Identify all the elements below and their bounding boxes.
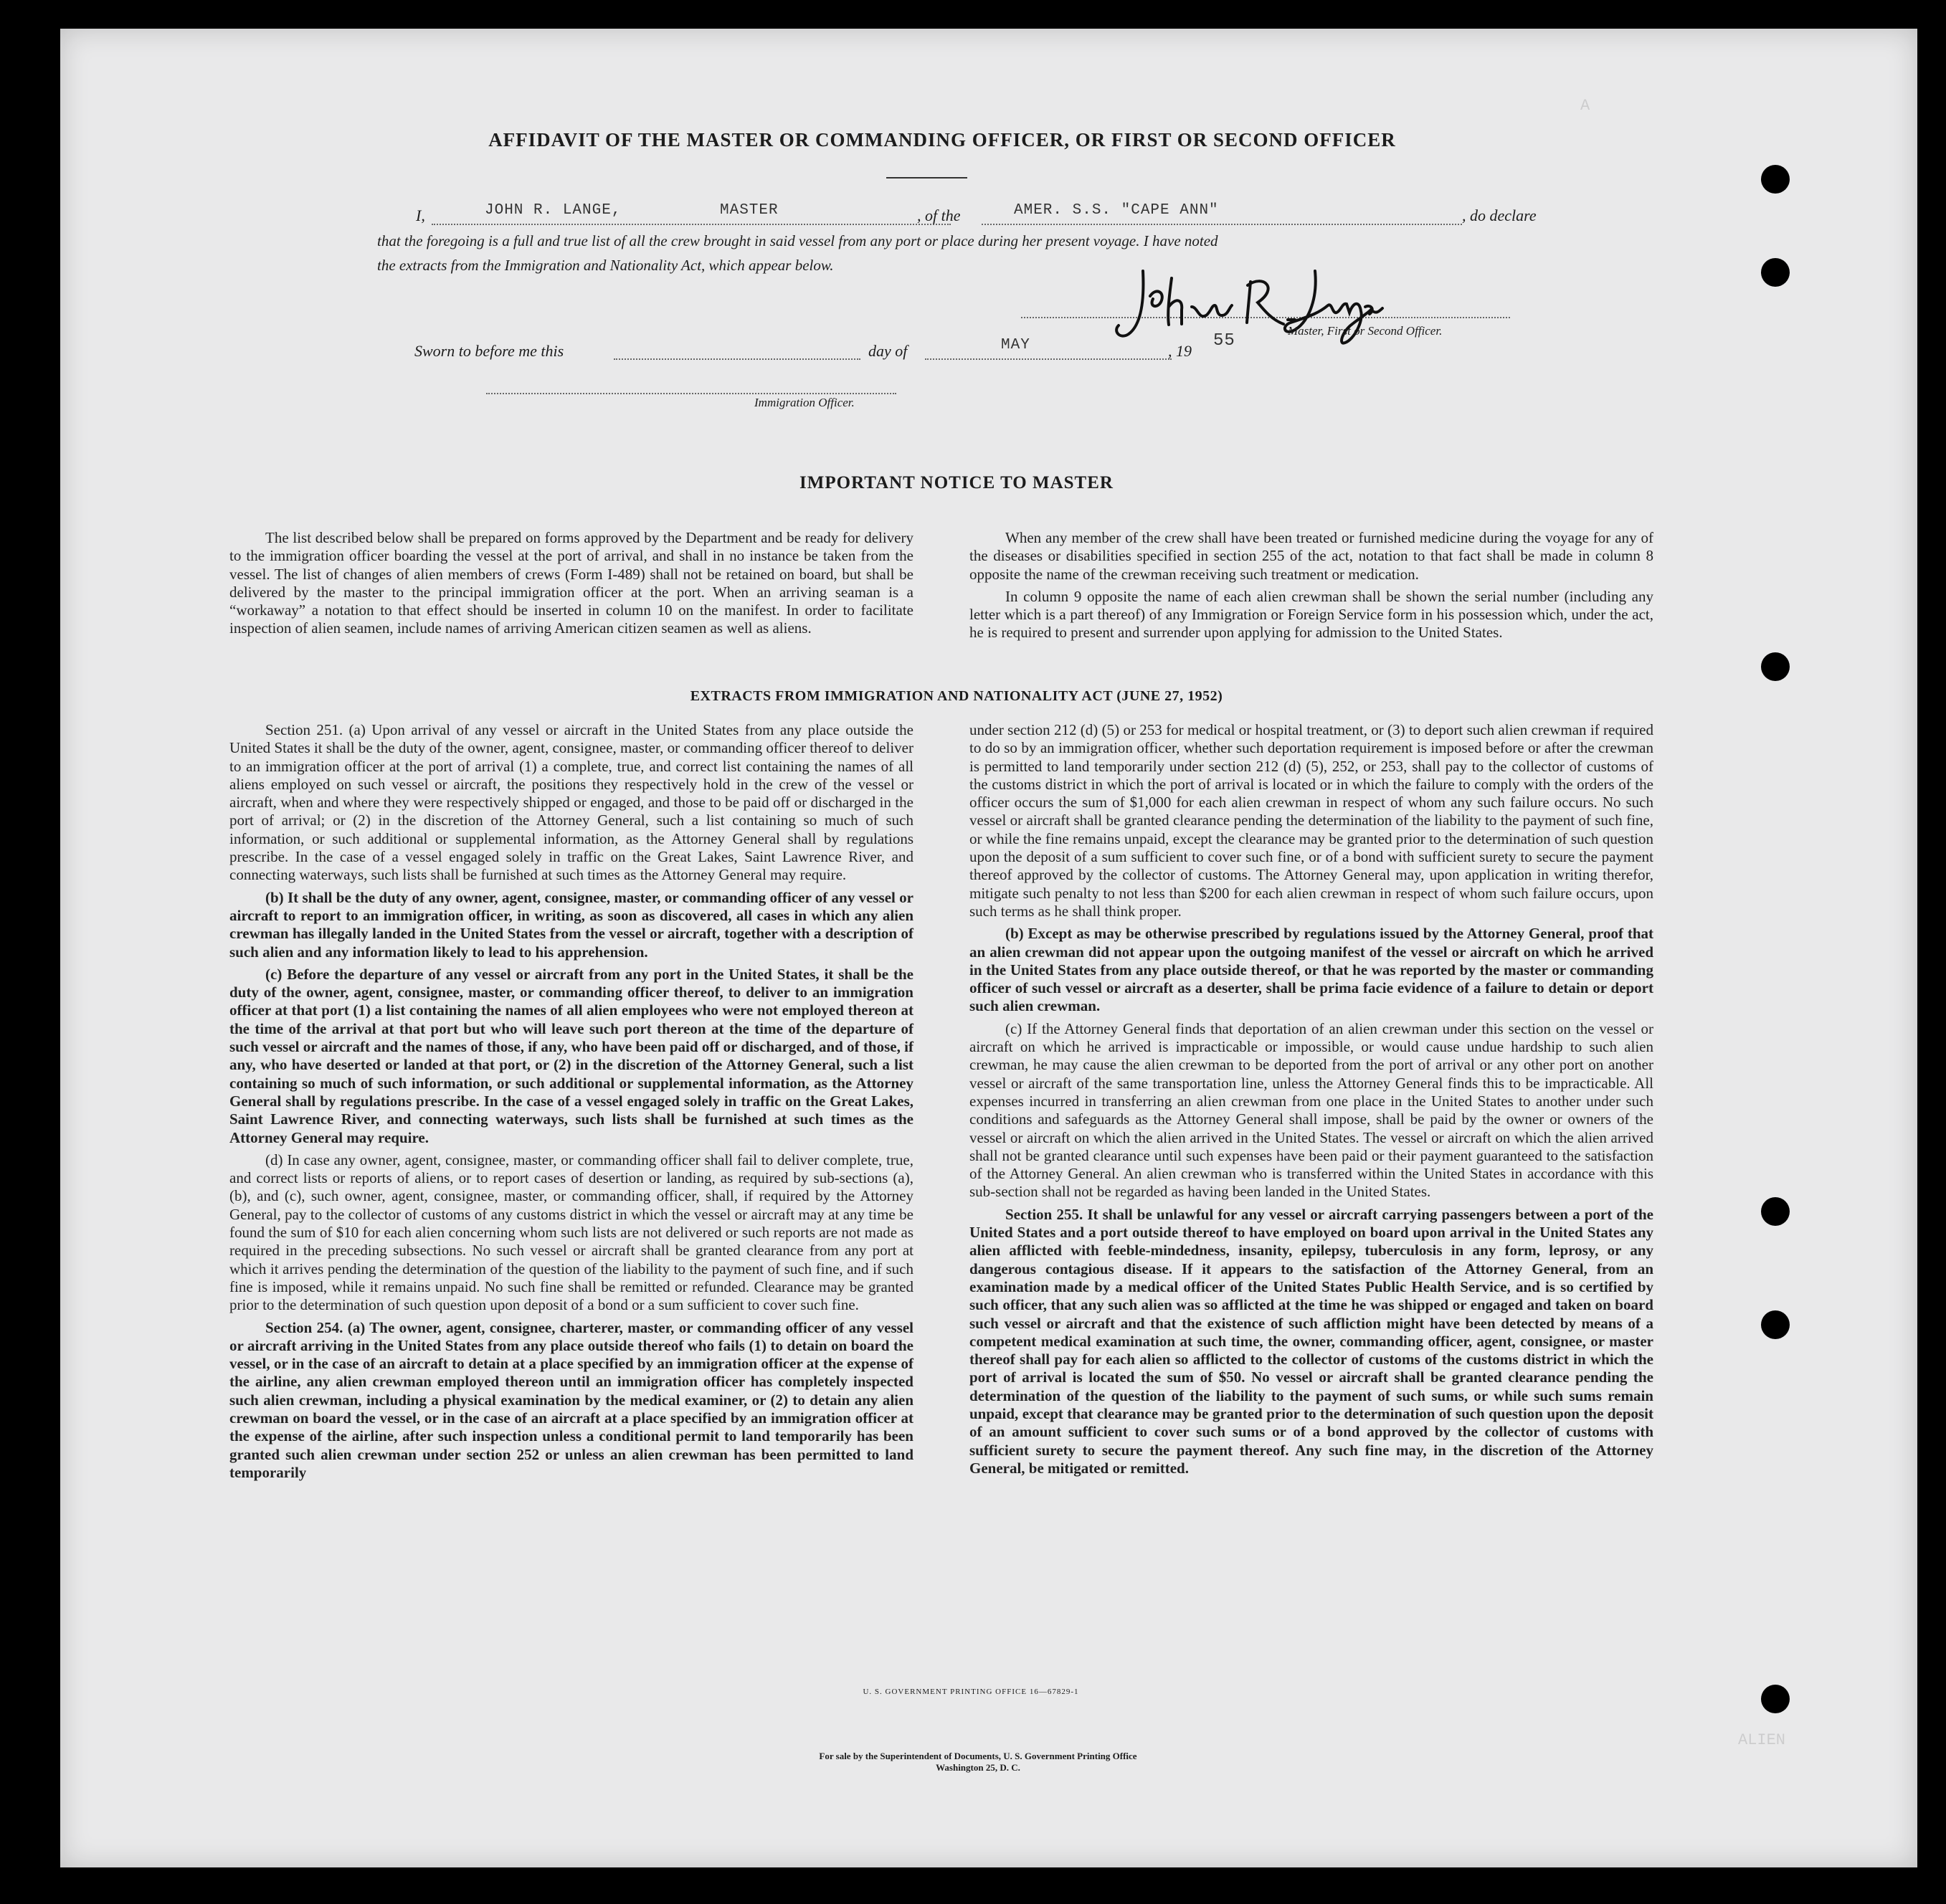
section-251a: Section 251. (a) Upon arrival of any vessel or aircraft in the United States from any place outside the United States it shall be the duty of the owner, agent, consignee, master, or commanding officer thereof to deliver to an immigration officer at the port of arrival (1) a complete, true, and correct list containing the names of all aliens employed on such vessel or aircraft, the positions they respectively hold in the crew of the vessel or aircraft, when and where they were respectively shipped or engaged, and those to be paid off or discharged in the port of arrival; or (2) in the discretion of the Attorney General, such a list containing so much of such information, or such additional or supplemental information, as the Attorney General shall by regulations prescribe. In the case of a vessel engaged solely in traffic on the Great Lakes, Saint Lawrence River, and connecting waterways, such lists shall be furnished at such times as the Attorney General may require. <box>229 721 913 884</box>
crew-master-rank: MASTER <box>720 202 779 219</box>
punch-hole <box>1761 1685 1790 1713</box>
notice-title: IMPORTANT NOTICE TO MASTER <box>799 473 1114 492</box>
do-declare-label: , do declare <box>1462 206 1537 224</box>
title-rule <box>886 177 967 178</box>
immigration-officer-line <box>486 393 896 394</box>
crew-master-name: JOHN R. LANGE, <box>485 202 622 219</box>
punch-hole <box>1761 258 1790 287</box>
printer-line: U. S. GOVERNMENT PRINTING OFFICE 16—67829-1 <box>863 1688 1079 1696</box>
section-254a-continued: under section 212 (d) (5) or 253 for medical or hospital treatment, or (3) to deport such alien crewman if required to do so by an immigration officer, whether such deportation requirement is imposed before or after the crewman is permitted to land temporarily under section 212 (d) (5), 252, or 253, shall pay to the collector of customs of the customs district in which the port of arrival is located or in which the failure to comply with the orders of the officer occurs the sum of $1,000 for each alien crewman in respect of whom any such failure occurs. No such vessel or aircraft shall be granted clearance pending the determination of the liability to the payment of such fine, or while the fine remains unpaid, except the clearance may be granted prior to the determination of such question upon the deposit of a sum sufficient to cover such fine, or of a bond with sufficient surety to secure the payment thereof approved by the collector of customs. The Attorney General may, upon application in writing therefor, mitigate such penalty to not less than $200 for each alien crewman in respect of whom such failure occurs, upon such terms as he shall think proper. <box>969 721 1653 920</box>
sale-footer-line-1: For sale by the Superintendent of Documents, U. S. Government Printing Office <box>819 1751 1137 1761</box>
sworn-day-line <box>614 358 860 360</box>
sworn-year: 55 <box>1213 331 1235 351</box>
declaration-line-2: that the foregoing is a full and true list of all the crew brought in said vessel from any port or place during her present voyage. I have noted <box>377 232 1218 249</box>
section-254b: (b) Except as may be otherwise prescribed by regulations issued by the Attorney General, proof that an alien crewman did not appear upon the outgoing manifest of the vessel or aircraft on which he arrived in the United States from any place outside thereof, or that he was reported by the master or commanding officer of such vessel or aircraft as a deserter, shall be prima facie evidence of a failure to detain or deport such alien crewman. <box>969 925 1653 1015</box>
section-251c: (c) Before the departure of any vessel or aircraft from any port in the United States, it shall be the duty of the owner, agent, consignee, master, or commanding officer thereof, to deliver to an immigration officer at that port (1) a list containing the names of all alien employees who were not employed thereon at the time of the arrival at that port but who will leave such port thereon at the time of the departure of such vessel or aircraft and the names of those, if any, who have been paid off or discharged, and of those, if any, who have deserted or landed at that port, or (2) in the discretion of the Attorney General, such a list containing so much of such information, or such additional or supplemental information, as the Attorney General shall by regulations prescribe. In the case of a vessel engaged solely in traffic on the Great Lakes, Saint Lawrence River, and connecting waterways, such lists shall be furnished at such times as the Attorney General may require. <box>229 965 913 1146</box>
section-254c: (c) If the Attorney General finds that deportation of an alien crewman under this section on the vessel or aircraft on which he arrived is impracticable or impossible, or would cause undue hardship to such alien crewman, he may cause the alien crewman to be deported from the port of arrival or any other port on another vessel or aircraft of the same transportation line, unless the Attorney General finds this to be impracticable. All expenses incurred in transferring an alien crewman from one place in the United States to another under such conditions and safeguards as the Attorney General shall impose, shall be paid by the owner or owners of the vessel or aircraft on which the alien arrived in the United States. The vessel or aircraft on which the alien arrived shall not be granted clearance until such expenses have been paid or their payment guaranteed to the satisfaction of the Attorney General. An alien crewman who is transferred within the United States in accordance with this sub-section shall not be regarded as having been landed in the United States. <box>969 1019 1653 1201</box>
punch-hole <box>1761 1197 1790 1226</box>
section-255: Section 255. It shall be unlawful for any vessel or aircraft carrying passengers between a port of the United States and a port outside thereof to have employed on board upon arrival in the United States any alien afflicted with feeble-mindedness, insanity, epilepsy, tuberculosis in any form, leprosy, or any dangerous contagious disease. If it appears to the satisfaction of the Attorney General, from an examination made by a medical officer of the United States Public Health Service, and is so certified by such officer, that any such alien was so afflicted at the time he was shipped or engaged and taken on board such vessel or aircraft and that the existence of such affliction might have been detected by means of a competent medical examination at such time, the owner, commanding officer, agent, consignee, or master thereof shall pay for each alien so afflicted to the collector of customs of the customs district in which the port of arrival is located the sum of $50. No vessel or aircraft shall be granted clearance pending the determination of the question of the liability to the payment of such sums, or while such sums remain unpaid, except that clearance may be granted prior to the determination of such question upon the deposit of an amount sufficient to cover such sums or of a bond approved by the collector of customs with sufficient surety to secure the payment thereof. Any such fine may, in the discretion of the Attorney General, be mitigated or remitted. <box>969 1205 1653 1477</box>
extracts-title: EXTRACTS FROM IMMIGRATION AND NATIONALITY ACT (JUNE 27, 1952) <box>690 688 1223 704</box>
sale-footer-line-2: Washington 25, D. C. <box>936 1762 1020 1773</box>
vessel-name: AMER. S.S. "CAPE ANN" <box>1014 202 1219 219</box>
of-the-label: , of the <box>917 206 961 224</box>
declaration-line-3: the extracts from the Immigration and Nationality Act, which appear below. <box>377 257 834 274</box>
notice-left-paragraph: The list described below shall be prepared on forms approved by the Department and be ready for delivery to the immigration officer boarding the vessel at the port of arrival, and shall in no instance be taken from the vessel. The list of changes of alien members of crews (Form I-489) shall not be retained on board, but shall be delivered by the master to the principal immigration officer at the port. When an arriving seaman is a “workaway” a notation to that effect should be inserted in column 10 on the manifest. In order to facilitate inspection of alien seamen, include names of arriving American citizen seamen as well as aliens. <box>229 529 913 637</box>
form-title: AFFIDAVIT OF THE MASTER OR COMMANDING OFFICER, OR FIRST OR SECOND OFFICER <box>488 129 1396 151</box>
notice-right-column <box>969 529 1653 647</box>
section-254a: Section 254. (a) The owner, agent, consignee, charterer, master, or commanding officer of any vessel or aircraft arriving in the United States from any place outside thereof who fails (1) to detain on board the vessel, or in the case of an aircraft to detain at a place specified by an immigration officer at the expense of the airline, any alien crewman employed thereon until an immigration officer has completely inspected such alien crewman, including a physical examination by the medical examiner, or (2) to detain any alien crewman on board the vessel, or in the case of an aircraft at a place specified by an immigration officer at the expense of the airline, after such inspection unless a conditional permit to land temporarily has been granted such alien crewman under section 252 or unless an alien crewman has been permitted to land temporarily <box>229 1318 913 1481</box>
year-prefix: , 19 <box>1168 342 1192 360</box>
notice-right-paragraph-2: In column 9 opposite the name of each alien crewman shall be shown the serial number (including any letter which is a part thereof) of any Immigration or Foreign Service form in his possession which, under the act, he is required to present and surrender upon applying for admission to the United States. <box>969 587 1653 642</box>
signature-caption: Master, First or Second Officer. <box>1288 324 1443 338</box>
sworn-month: MAY <box>1001 337 1030 353</box>
section-251b: (b) It shall be the duty of any owner, agent, consignee, master, or commanding officer of any vessel or aircraft to report to an immigration officer, in writing, as soon as discovered, all cases in which any alien crewman has illegally landed in the United States from the vessel or aircraft, together with a description of such alien and any information likely to lead to his apprehension. <box>229 888 913 961</box>
extracts-right-column <box>969 721 1653 1482</box>
sworn-month-line <box>925 358 1172 360</box>
notice-left-column <box>229 529 913 642</box>
punch-hole <box>1761 165 1790 194</box>
punch-hole <box>1761 652 1790 681</box>
vessel-line <box>982 224 1462 225</box>
notice-right-paragraph-1: When any member of the crew shall have been treated or furnished medicine during the voyage for any of the diseases or disabilities specified in section 255 of the act, notation to that fact shall be made in column 8 opposite the name of the crewman receiving such treatment or medication. <box>969 529 1653 583</box>
i-label: I, <box>416 206 425 224</box>
immigration-officer-caption: Immigration Officer. <box>754 396 855 409</box>
name-line <box>432 224 951 225</box>
section-251d: (d) In case any owner, agent, consignee, master, or commanding officer shall fail to deliver complete, true, and correct lists or reports of aliens, or to report cases of desertion or landing, as required by sub-sections (a), (b), and (c), such owner, agent, consignee, master, or commanding officer, shall, if required by the Attorney General, pay to the collector of customs of any customs district in which the vessel or aircraft may at any time be found the sum of $10 for each alien concerning whom such lists are not delivered or such reports are not made as required in the preceding subsections. No such vessel or aircraft shall be granted clearance from any port at which it arrives pending the determination of the question of the liability to the payment of such fine, and if such fine is imposed, while it remains unpaid. No such fine shall be remitted or refunded. Clearance may be granted prior to the determination of such question upon deposit of a bond or a sum sufficient to cover such fine. <box>229 1151 913 1314</box>
extracts-left-column <box>229 721 913 1486</box>
punch-hole <box>1761 1310 1790 1339</box>
day-of-label: day of <box>868 342 908 360</box>
document-page: A ALIEN AFFIDAVIT OF THE MASTER OR COMMANDING OFFICER, OR FIRST OR SECOND OFFICER I, JOHN R. LANGE, MASTER , of the AMER. S.S. "CAPE ANN" , do declare that the foregoing is a full and true list of all the crew brought in said vessel from any port or place during her present voyage. I have noted the extracts from the Immigration and Nationality Act, which appear below. Master, First or Second Officer. Sworn to before me this day of MAY , 19 55 Immigration Officer. IMPORTANT NOTICE TO MASTER The list described below shall be prepared on forms approved by the Department and be ready for delivery to the immigration officer boarding the vessel at the port of arrival, and shall in no instance be taken from the vessel. The list of changes of alien members of crews (Form I-489) shall not be retained on board, but shall be delivered by the master to the principal immigration officer at the port. When an arriving seaman is a “workaway” a notation to that effect should be inserted in column 10 on the manifest. In order to facilitate inspection of alien seamen, include names of arriving American citizen seamen as well as aliens. When any member of the crew shall have been treated or furnished medicine during the voyage for any of the diseases or disabilities specified in section 255 of the act, notation to that fact shall be made in column 8 opposite the name of the crewman receiving such treatment or medication. In column 9 opposite the name of each alien crewman shall be shown the serial number (including any letter which is a part thereof) of any Immigration or Foreign Service form in his possession which, under the act, he is required to present and surrender upon applying for admission to the United States. EXTRACTS FROM IMMIGRATION AND NATIONALITY ACT (JUNE 27, 1952) Section 251. (a) Upon arrival of any vessel or aircraft in the United States from any place outside the United States it shall be the duty of the owner, agent, consignee, master, or commanding officer thereof to deliver to an immigration officer at the port of arrival (1) a complete, true, and correct list containing the names of all aliens employed on such vessel or aircraft, the positions they respectively hold in the crew of the vessel or aircraft, when and where they were respectively shipped or engaged, and those to be paid off or discharged in the port of arrival; or (2) in the discretion of the Attorney General, such a list containing so much of such information, or such additional or supplemental information, as the Attorney General shall by regulations prescribe. In the case of a vessel engaged solely in traffic on the Great Lakes, Saint Lawrence River, and connecting waterways, such lists shall be furnished at such times as the Attorney General may require. (b) It shall be the duty of any owner, agent, consignee, master, or commanding officer of any vessel or aircraft to report to an immigration officer, in writing, as soon as discovered, all cases in which any alien crewman has illegally landed in the United States from the vessel or aircraft, together with a description of such alien and any information likely to lead to his apprehension. (c) Before the departure of any vessel or aircraft from any port in the United States, it shall be the duty of the owner, agent, consignee, master, or commanding officer thereof, to deliver to an immigration officer at that port (1) a list containing the names of all alien employees who were not employed thereon at the time of the arrival at that port but who will leave such port thereon at the time of the departure of such vessel or aircraft and the names of those, if any, who have been paid off or discharged, and of those, if any, who have deserted or landed at that port, or (2) in the discretion of the Attorney General, such a list containing so much of such information, or such additional or supplemental information, as the Attorney General shall by regulations prescribe. In the case of a vessel engaged solely in traffic on the Great Lakes, Saint Lawrence River, and connecting waterways, such lists shall be furnished at such times as the Attorney General may require. (d) In case any owner, agent, consignee, master, or commanding officer shall fail to deliver complete, true, and correct lists or reports of aliens, or to report cases of desertion or landing, as required by sub-sections (a), (b), and (c), such owner, agent, consignee, master, or commanding officer, shall, if required by the Attorney General, pay to the collector of customs of any customs district in which the vessel or aircraft may at any time be found the sum of $10 for each alien concerning whom such lists are not delivered or such reports are not made as required in the preceding subsections. No such vessel or aircraft shall be granted clearance from any port at which it arrives pending the determination of the question of the liability to the payment of such fine, and if such fine is imposed, while it remains unpaid. No such fine shall be remitted or refunded. Clearance may be granted prior to the determination of such question upon deposit of a bond or a sum sufficient to cover such fine. Section 254. (a) The owner, agent, consignee, charterer, master, or commanding officer of any vessel or aircraft arriving in the United States from any place outside thereof who fails (1) to detain on board the vessel, or in the case of an aircraft to detain at a place specified by an immigration officer at the expense of the airline, any alien crewman employed thereon until an immigration officer has completely inspected such alien crewman, including a physical examination by the medical examiner, or (2) to detain any alien crewman on board the vessel, or in the case of an aircraft at a place specified by an immigration officer at the expense of the airline, after such inspection unless a conditional permit to land temporarily has been granted such alien crewman under section 252 or unless an alien crewman has been permitted to land temporarily under section 212 (d) (5) or 253 for medical or hospital treatment, or (3) to deport such alien crewman if required to do so by an immigration officer, whether such deportation requirement is imposed before or after the crewman is permitted to land temporarily under section 212 (d) (5), 252, or 253, shall pay to the collector of customs of the customs district in which the port of arrival is located or in which the failure to comply with the orders of the officer occurs the sum of $1,000 for each alien crewman in respect of whom any such failure occurs. No such vessel or aircraft shall be granted clearance pending the determination of the liability to the payment of such fine, or while the fine remains unpaid, except the clearance may be granted prior to the determination of such question upon the deposit of a sum sufficient to cover such fine, or of a bond with sufficient surety to secure the payment thereof approved by the collector of customs. The Attorney General may, upon application in writing therefor, mitigate such penalty to not less than $200 for each alien crewman in respect of whom such failure occurs, upon such terms as he shall think proper. (b) Except as may be otherwise prescribed by regulations issued by the Attorney General, proof that an alien crewman did not appear upon the outgoing manifest of the vessel or aircraft on which he arrived in the United States from any place outside thereof, or that he was reported by the master or commanding officer of such vessel or aircraft as a deserter, shall be prima facie evidence of a failure to detain or deport such alien crewman. (c) If the Attorney General finds that deportation of an alien crewman under this section on the vessel or aircraft on which he arrived is impracticable or impossible, or would cause undue hardship to such alien crewman, he may cause the alien crewman to be deported from the port of arrival or any other port on another vessel or aircraft of the same transportation line, unless the Attorney General finds this to be impracticable. All expenses incurred in transferring an alien crewman from one place in the United States to another under such conditions and safeguards as the Attorney General shall impose, shall be paid by the owner or owners of the vessel or aircraft on which the alien arrived in the United States. The vessel or aircraft on which the alien arrived shall not be granted clearance until such expenses have been paid or their payment guaranteed to the satisfaction of the Attorney General. An alien crewman who is transferred within the United States in accordance with this sub-section shall not be regarded as having been landed in the United States. Section 255. It shall be unlawful for any vessel or aircraft carrying passengers between a port of the United States and a port outside thereof to have employed on board upon arrival in the United States any alien afflicted with feeble-mindedness, insanity, epilepsy, tuberculosis in any form, leprosy, or any dangerous contagious disease. If it appears to the satisfaction of the Attorney General, from an examination made by a medical officer of the United States Public Health Service, and is so certified by such officer, that any such alien was so afflicted at the time he was shipped or engaged and taken on board such vessel or aircraft and that the existence of such affliction might have been detected by means of a competent medical examination at such time, the owner, commanding officer, agent, consignee, or master thereof shall pay for each alien so afflicted to the collector of customs of the customs district in which the port of arrival is located the sum of $50. No vessel or aircraft shall be granted clearance pending the determination of the question of the liability to the payment of such sums, or while such sums remain unpaid, except that clearance may be granted prior to the determination of such question upon the deposit of an amount sufficient to cover such sums or of a bond approved by the collector of customs with sufficient surety to secure the payment thereof. Any such fine may, in the discretion of the Attorney General, be mitigated or remitted. U. S. GOVERNMENT PRINTING OFFICE 16—67829-1 For sale by the Superintendent of Documents, U. S. Government Printing Office Washington 25, D. C. <box>60 29 1917 1867</box>
sworn-label: Sworn to before me this <box>414 342 564 360</box>
